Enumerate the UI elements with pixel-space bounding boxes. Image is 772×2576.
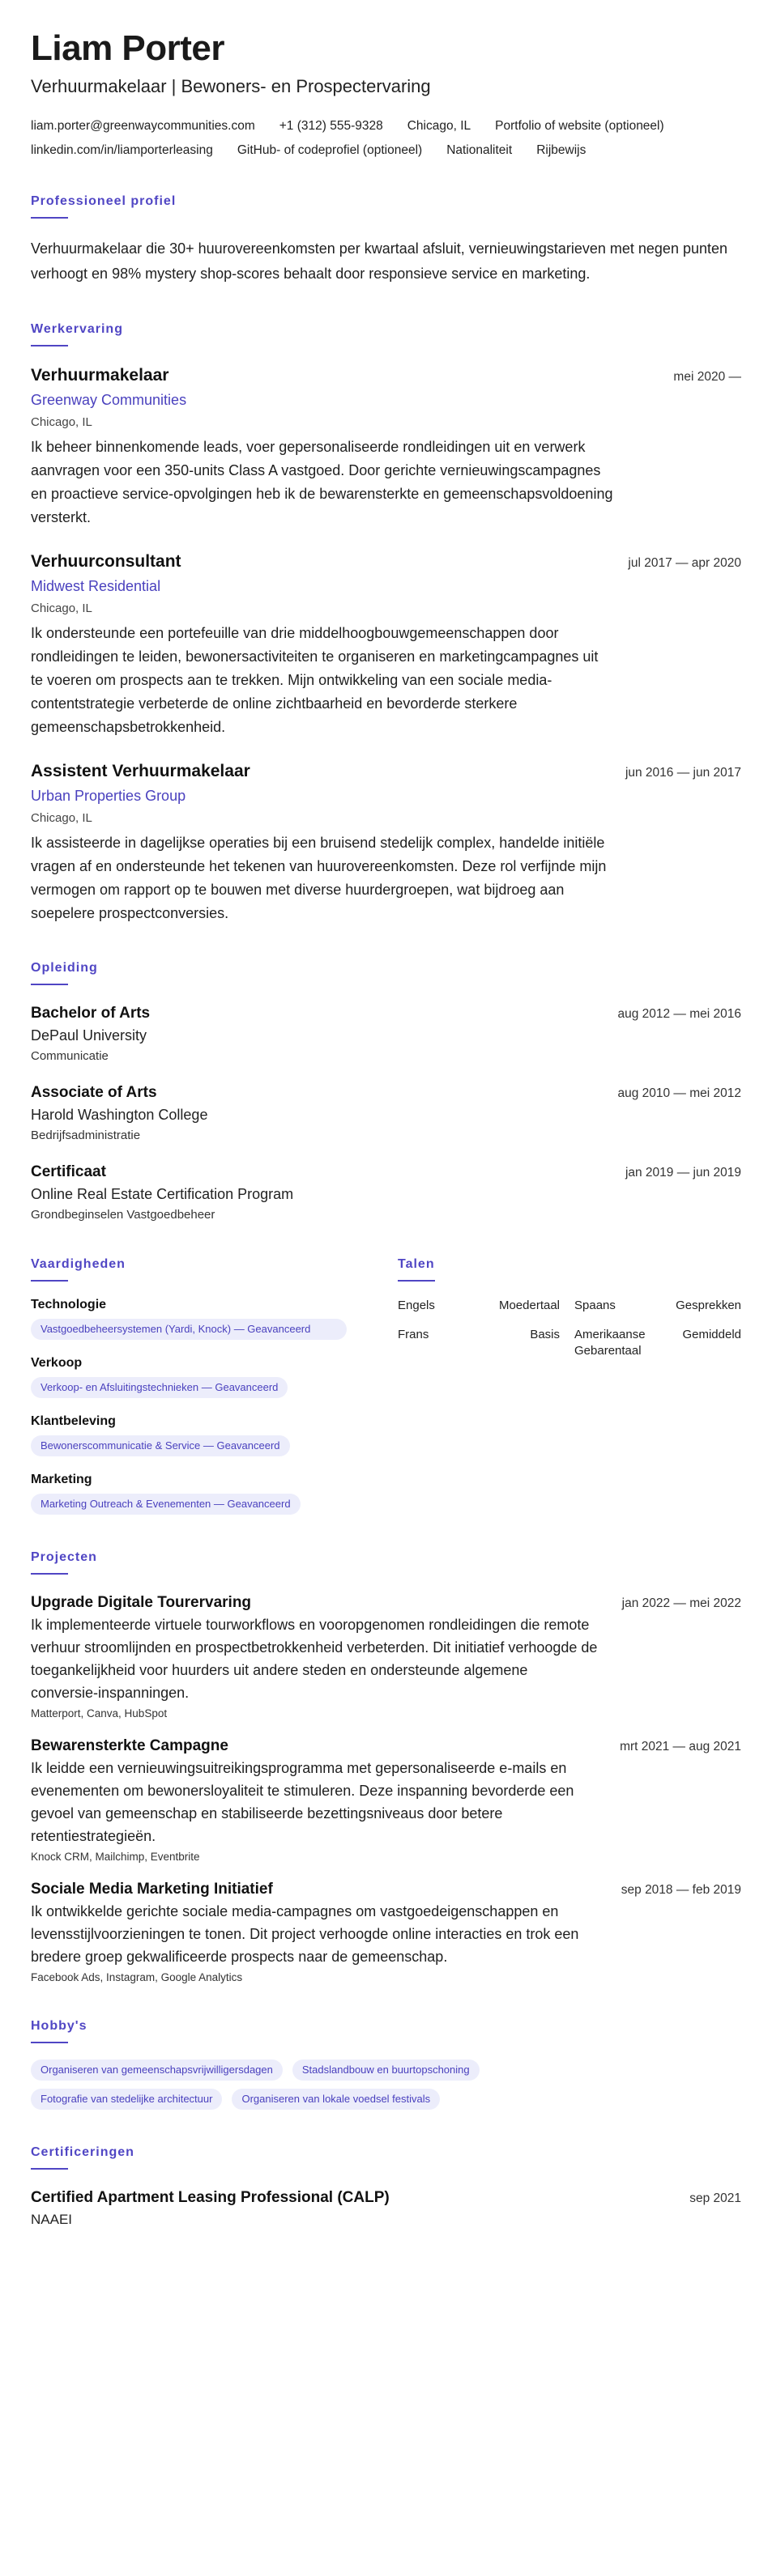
section-title: Opleiding: [31, 961, 98, 976]
project-date: mrt 2021 — aug 2021: [620, 1740, 741, 1754]
contact-linkedin[interactable]: linkedin.com/in/liamporterleasing: [31, 143, 213, 158]
project-tools: Matterport, Canva, HubSpot: [31, 1707, 168, 1720]
certification-date: sep 2021: [689, 2191, 741, 2206]
hobby-tag: Fotografie van stedelijke architectuur: [31, 2089, 222, 2110]
languages-table: [398, 1298, 741, 1359]
job-date: jun 2016 — jun 2017: [625, 766, 741, 780]
job-title: Verhuurconsultant: [31, 552, 181, 572]
language-level: Gemiddeld: [682, 1328, 741, 1342]
contact-github[interactable]: GitHub- of codeprofiel (optioneel): [237, 143, 423, 158]
skill-group: [31, 1298, 367, 1340]
section-title: Talen: [398, 1257, 435, 1272]
section-title: Hobby's: [31, 2019, 87, 2034]
skills-languages-row: [31, 1257, 741, 1515]
project-title: Bewarensterkte Campagne: [31, 1737, 228, 1755]
language-row: [398, 1327, 741, 1359]
project-tools: Facebook Ads, Instagram, Google Analytics: [31, 1971, 243, 1984]
hobby-tag: Organiseren van lokale voedsel festivals: [232, 2089, 440, 2110]
hobby-tag: Stadslandbouw en buurtopschoning: [292, 2060, 480, 2081]
school-name: Online Real Estate Certification Program: [31, 1186, 294, 1203]
experience-entry: [31, 552, 741, 739]
project-date: sep 2018 — feb 2019: [621, 1883, 741, 1898]
skills-section: [31, 1257, 367, 1515]
skill-category: Verkoop: [31, 1356, 83, 1371]
project-title: Upgrade Digitale Tourervaring: [31, 1594, 252, 1612]
skill-tag: Marketing Outreach & Evenementen — Geavanceerd: [31, 1494, 301, 1515]
skill-category: Technologie: [31, 1298, 107, 1312]
skill-tag: Verkoop- en Afsluitingstechnieken — Geavanceerd: [31, 1377, 288, 1398]
section-title: Professioneel profiel: [31, 194, 177, 209]
section-title: Certificeringen: [31, 2145, 134, 2160]
project-title: Sociale Media Marketing Initiatief: [31, 1881, 273, 1898]
job-location: Chicago, IL: [31, 601, 92, 616]
section-divider: [31, 217, 68, 219]
job-description: Ik assisteerde in dagelijkse operaties bij een bruisend stedelijk complex, handelde initiële vragen af en ondersteunde het tekenen van huurovereenkomsten. Deze rol verfijnde mijn vermogen om rapport op te bouwen met diverse huurdergroepen, wat bijdroeg aan soepelere prospectconversies.: [31, 835, 607, 922]
contact-email[interactable]: liam.porter@greenwaycommunities.com: [31, 119, 255, 134]
language-level: Basis: [530, 1328, 560, 1342]
contact-license: Rijbewijs: [536, 143, 586, 158]
education-entry: [31, 1084, 741, 1142]
skill-group: [31, 1473, 367, 1515]
company-name: Greenway Communities: [31, 392, 187, 409]
projects-section: [31, 1550, 741, 1983]
project-description: Ik implementeerde virtuele tourworkflows en vooropgenomen rondleidingen die remote verhuur stroomlijnden en prospectbetrokkenheid verbeterden. Dit initiatief verhoogde de toegankelijkheid voor huurders uit andere steden en ondersteunde algemene conversie-inspanningen.: [31, 1617, 598, 1702]
project-entry: [31, 1881, 741, 1983]
field-of-study: Bedrijfsadministratie: [31, 1129, 141, 1143]
section-divider: [31, 345, 68, 346]
skill-tag: Bewonerscommunicatie & Service — Geavanceerd: [31, 1435, 290, 1456]
section-divider: [31, 1280, 68, 1282]
field-of-study: Communicatie: [31, 1049, 109, 1064]
language-level: Gesprekken: [676, 1299, 741, 1313]
job-location: Chicago, IL: [31, 415, 92, 430]
languages-section: [398, 1257, 741, 1515]
school-name: Harold Washington College: [31, 1107, 208, 1124]
candidate-subtitle: Verhuurmakelaar | Bewoners- en Prospectervaring: [31, 76, 431, 97]
language-row: [398, 1298, 741, 1314]
education-entry: [31, 1005, 741, 1063]
experience-entry: [31, 366, 741, 529]
education-section: [31, 961, 741, 1222]
degree-title: Certificaat: [31, 1163, 106, 1181]
skill-category: Klantbeleving: [31, 1414, 116, 1429]
school-name: DePaul University: [31, 1027, 147, 1044]
project-tools: Knock CRM, Mailchimp, Eventbrite: [31, 1851, 200, 1864]
hobbies-section: [31, 2019, 741, 2110]
language-name: Frans: [398, 1328, 429, 1342]
job-description: Ik beheer binnenkomende leads, voer gepersonaliseerde rondleidingen uit en verwerk aanvragen voor een 350-units Class A vastgoed. Door gerichte vernieuwingscampagnes en proactieve service-opvolgingen heb ik de bewarensterkte en gemeenschapsvoldoening versterkt.: [31, 439, 613, 526]
experience-entry: [31, 762, 741, 925]
section-divider: [31, 2042, 68, 2043]
hobby-list: [31, 2060, 614, 2110]
certifications-section: [31, 2145, 741, 2228]
section-title: Werkervaring: [31, 322, 123, 337]
job-date: jul 2017 — apr 2020: [628, 556, 741, 571]
experience-section: [31, 322, 741, 925]
contact-nationality: Nationaliteit: [446, 143, 513, 158]
certification-entry: [31, 2189, 741, 2228]
company-name: Midwest Residential: [31, 578, 161, 595]
project-date: jan 2022 — mei 2022: [621, 1596, 741, 1611]
profile-text: Verhuurmakelaar die 30+ huurovereenkomsten per kwartaal afsluit, vernieuwingstarieven met negen punten verhoogt en 98% mystery shop-scores behaalt door responsieve service en marketing.: [31, 240, 728, 283]
contact-phone[interactable]: +1 (312) 555-9328: [279, 119, 383, 134]
job-description: Ik ondersteunde een portefeuille van drie middelhoogbouwgemeenschappen door rondleidingen te leiden, bewonersactiviteiten te organiseren en marketingcampagnes uit te voeren om prospects aan te trekken. Mijn ontwikkeling van een sociale media-contentstrategie verbeterde de online zichtbaarheid en bevorderde sterkere gemeenschapsbetrokkenheid.: [31, 625, 599, 736]
company-name: Urban Properties Group: [31, 788, 186, 805]
section-divider: [31, 984, 68, 985]
education-date: aug 2012 — mei 2016: [617, 1007, 741, 1022]
field-of-study: Grondbeginselen Vastgoedbeheer: [31, 1208, 215, 1222]
skill-group: [31, 1356, 367, 1398]
degree-title: Bachelor of Arts: [31, 1005, 151, 1022]
section-title: Vaardigheden: [31, 1257, 126, 1272]
language-name: Spaans: [574, 1299, 616, 1313]
contact-location: Chicago, IL: [407, 119, 471, 134]
section-divider: [398, 1280, 435, 1282]
hobby-tag: Organiseren van gemeenschapsvrijwilligersdagen: [31, 2060, 283, 2081]
candidate-name: Liam Porter: [31, 28, 225, 68]
language-name: Engels: [398, 1299, 435, 1313]
profile-section: [31, 194, 741, 287]
degree-title: Associate of Arts: [31, 1084, 157, 1102]
section-divider: [31, 1573, 68, 1575]
education-date: jan 2019 — jun 2019: [625, 1166, 741, 1180]
section-title: Projecten: [31, 1550, 97, 1565]
skill-category: Marketing: [31, 1473, 92, 1487]
job-title: Assistent Verhuurmakelaar: [31, 762, 250, 781]
language-name: Amerikaanse Gebarentaal: [574, 1328, 646, 1358]
project-description: Ik leidde een vernieuwingsuitreikingsprogramma met gepersonaliseerde e-mails en evenementen om bewonersloyaliteit te stimuleren. Deze inspanning bevorderde een gevoel van gemeenschap en stabiliseerde bezettingsniveaus door betere retentiestrategieën.: [31, 1760, 574, 1845]
education-entry: [31, 1163, 741, 1222]
project-entry: [31, 1737, 741, 1863]
job-location: Chicago, IL: [31, 811, 92, 826]
project-description: Ik ontwikkelde gerichte sociale media-campagnes om vastgoedeigenschappen en levensstijlvoorzieningen te tonen. Dit project verhoogde online interacties en trok een bredere groep gekwalificeerde prospects naar de gemeenschap.: [31, 1903, 579, 1966]
contact-list: [31, 118, 741, 159]
project-entry: [31, 1594, 741, 1719]
job-date: mei 2020 —: [673, 370, 741, 385]
language-level: Moedertaal: [498, 1299, 560, 1313]
job-title: Verhuurmakelaar: [31, 366, 169, 385]
contact-portfolio[interactable]: Portfolio of website (optioneel): [495, 119, 664, 134]
certification-issuer: NAAEI: [31, 2212, 73, 2228]
certification-name: Certified Apartment Leasing Professional (CALP): [31, 2189, 390, 2207]
section-divider: [31, 2168, 68, 2170]
skill-tag: Vastgoedbeheersystemen (Yardi, Knock) — Geavanceerd: [31, 1319, 347, 1340]
skill-group: [31, 1414, 367, 1456]
education-date: aug 2010 — mei 2012: [617, 1086, 741, 1101]
